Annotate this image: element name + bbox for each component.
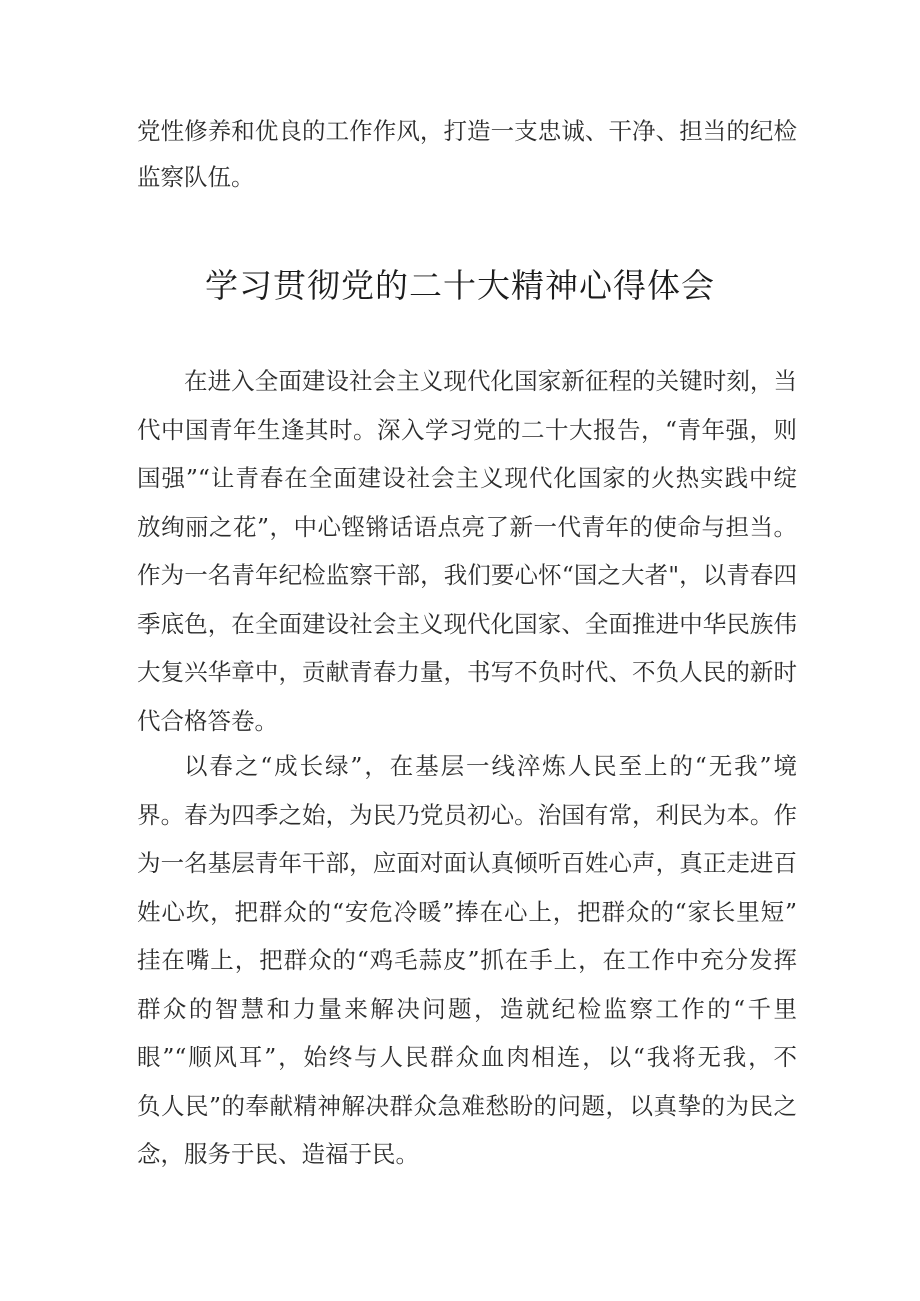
paragraph-line: 界。春为四季之始，为民乃党员初心。治国有常，利民为本。作	[137, 800, 797, 829]
paragraph-line: 大复兴华章中，贡献青春力量，书写不负时代、不负人民的新时	[137, 658, 797, 686]
paragraph-line: 群众的智慧和力量来解决问题，造就纪检监察工作的“千里	[137, 994, 797, 1023]
continued-paragraph	[137, 108, 797, 200]
document-title: 学习贯彻党的二十大精神心得体会	[205, 266, 715, 305]
paragraph-line: 监察队伍。	[137, 163, 255, 191]
paragraph-line: 眼”“顺风耳”，始终与人民群众血肉相连，以“我将无我，不	[137, 1043, 797, 1071]
paragraph-line: 党性修养和优良的工作作风，打造一支忠诚、干净、担当的纪检	[137, 117, 797, 145]
paragraph-line: 以春之“成长绿”，在基层一线淬炼人民至上的“无我”境	[184, 752, 797, 780]
paragraph-line: 季底色，在全面建设社会主义现代化国家、全面推进中华民族伟	[137, 609, 797, 638]
paragraph-2	[137, 742, 797, 1179]
paragraph-line: 作为一名青年纪检监察干部，我们要心怀“国之大者"，以青春四	[137, 561, 797, 589]
paragraph-line: 挂在嘴上，把群众的“鸡毛蒜皮”抓在手上，在工作中充分发挥	[137, 946, 797, 974]
paragraph-line: 在进入全面建设社会主义现代化国家新征程的关键时刻，当	[184, 367, 797, 395]
paragraph-line: 放绚丽之花”，中心铿锵话语点亮了新一代青年的使命与担当。	[137, 512, 797, 541]
paragraph-line: 负人民”的奉献精神解决群众急难愁盼的问题，以真挚的为民之	[137, 1091, 797, 1120]
paragraph-line: 代合格答卷。	[137, 706, 278, 735]
paragraph-line: 姓心坎，把群众的“安危冷暖”捧在心上，把群众的“家长里短”	[137, 897, 797, 926]
paragraph-1	[137, 357, 797, 745]
paragraph-line: 代中国青年生逢其时。深入学习党的二十大报告，“青年强，则	[137, 415, 797, 444]
paragraph-line: 念，服务于民、造福于民。	[137, 1140, 419, 1168]
paragraph-line: 为一名基层青年干部，应面对面认真倾听百姓心声，真正走进百	[137, 849, 797, 877]
paragraph-line: 国强”“让青春在全面建设社会主义现代化国家的火热实践中绽	[137, 464, 797, 492]
